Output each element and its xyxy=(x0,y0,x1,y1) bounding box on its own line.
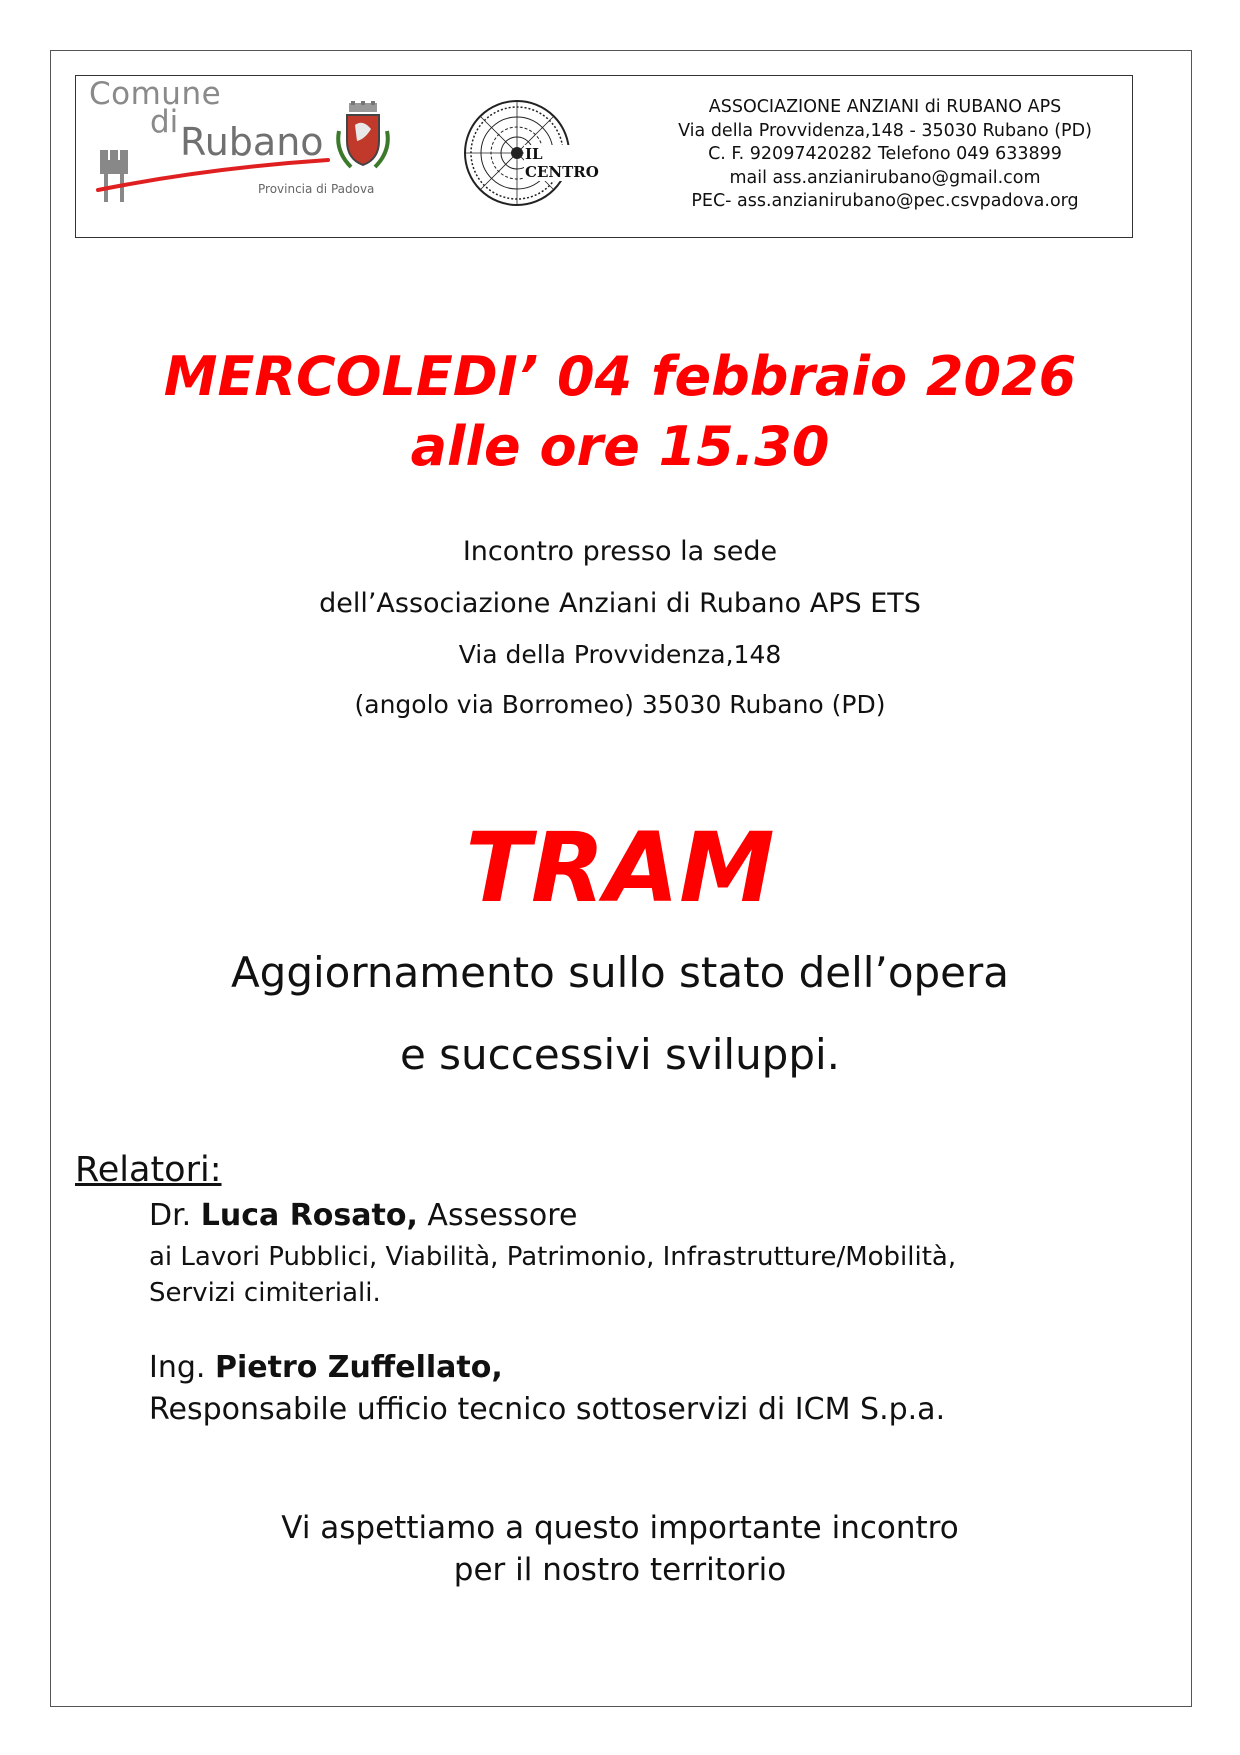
speaker-1-detail-1: ai Lavori Pubblici, Viabilità, Patrimonio, Infrastrutture/Mobilità, xyxy=(149,1242,957,1272)
speaker-1-header xyxy=(149,1198,577,1233)
association-info xyxy=(650,96,1120,214)
closing-line-2: per il nostro territorio xyxy=(453,1552,787,1588)
speaker-2-header xyxy=(149,1350,503,1385)
seal-label: IL CENTRO xyxy=(524,145,622,181)
speakers-heading: Relatori: xyxy=(75,1150,222,1190)
event-time: alle ore 15.30 xyxy=(410,415,830,478)
speaker-1-role: Assessore xyxy=(427,1198,578,1233)
speaker-1-prefix: Dr. xyxy=(149,1198,192,1233)
comune-logo-line2: di xyxy=(150,104,179,140)
association-name: ASSOCIAZIONE ANZIANI di RUBANO APS xyxy=(708,97,1062,117)
speaker-2-prefix: Ing. xyxy=(149,1350,206,1385)
closing-line-1: Vi aspettiamo a questo importante incontro xyxy=(281,1510,959,1546)
event-subtitle-line-1: Aggiornamento sullo stato dell’opera xyxy=(230,948,1010,997)
comune-logo-line3: Rubano xyxy=(180,120,324,164)
coat-of-arms-icon xyxy=(333,101,393,173)
venue-line-4: (angolo via Borromeo) 35030 Rubano (PD) xyxy=(354,690,886,719)
venue-line-1: Incontro presso la sede xyxy=(462,536,778,567)
association-pec: PEC- ass.anzianirubano@pec.csvpadova.org xyxy=(691,191,1079,211)
comune-logo-province: Provincia di Padova xyxy=(258,182,375,196)
event-subtitle-line-2: e successivi sviluppi. xyxy=(399,1030,841,1079)
association-mail: mail ass.anzianirubano@gmail.com xyxy=(729,167,1041,188)
speaker-1-detail-2: Servizi cimiteriali. xyxy=(149,1278,381,1308)
speaker-2-name: Pietro Zuffellato, xyxy=(215,1350,503,1385)
venue-line-2: dell’Associazione Anziani di Rubano APS ETS xyxy=(319,588,921,619)
speaker-1-name: Luca Rosato, xyxy=(200,1198,418,1233)
speaker-2-detail-1: Responsabile ufficio tecnico sottoservizi di ICM S.p.a. xyxy=(149,1392,946,1427)
event-date: MERCOLEDI’ 04 febbraio 2026 xyxy=(163,345,1077,408)
association-cf-phone: C. F. 92097420282 Telefono 049 633899 xyxy=(708,144,1062,164)
venue-line-3: Via della Provvidenza,148 xyxy=(458,640,782,669)
comune-logo-line1: Comune xyxy=(89,76,222,112)
event-title: TRAM xyxy=(465,812,775,924)
il-centro-seal xyxy=(462,97,622,209)
association-address: Via della Provvidenza,148 - 35030 Rubano (PD) xyxy=(678,120,1092,141)
